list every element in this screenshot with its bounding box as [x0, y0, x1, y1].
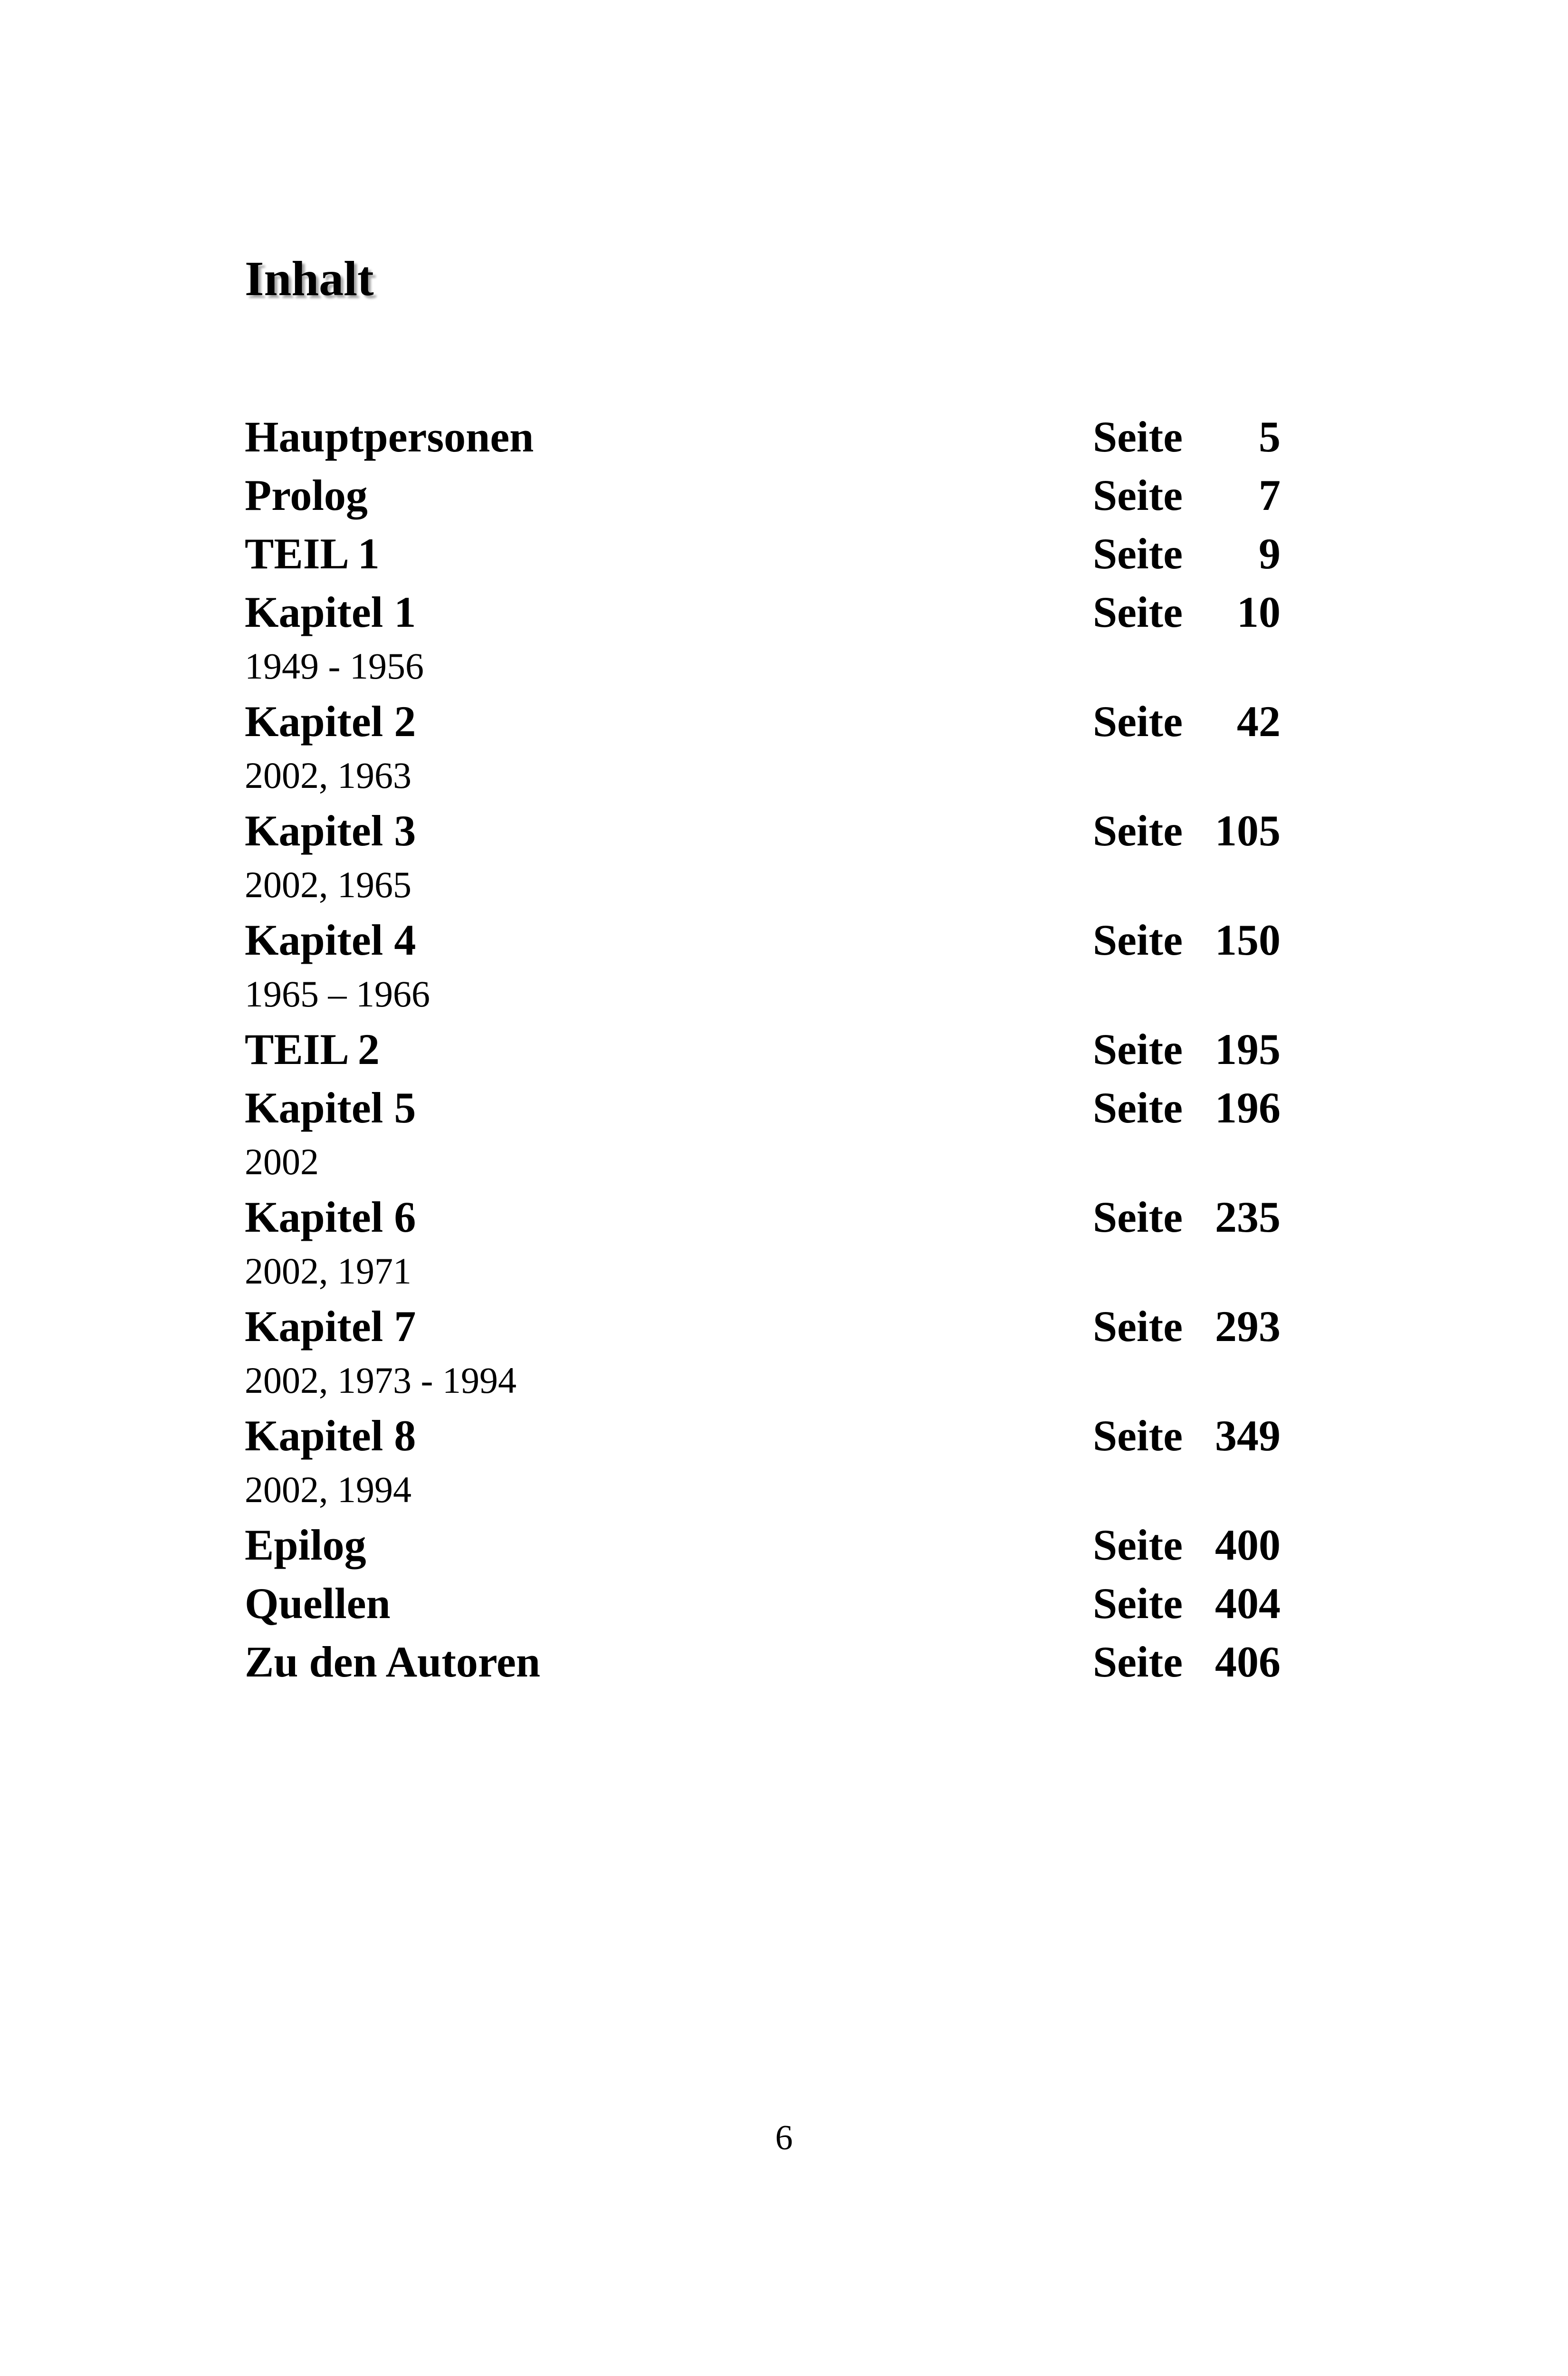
toc-entry-seite-label: Seite: [1093, 1521, 1183, 1569]
toc-entry-line: [245, 583, 1281, 640]
toc-entry-page-number: 406: [1215, 1638, 1281, 1686]
toc-entry-subtitle: 2002, 1963: [245, 755, 411, 796]
toc-entry: [245, 1079, 1281, 1188]
toc-entry-seite-label: Seite: [1093, 1579, 1183, 1628]
toc-entry: [245, 802, 1281, 911]
toc-entry-line: [245, 1079, 1281, 1136]
toc-entry-subtitle: 2002, 1973 - 1994: [245, 1360, 516, 1401]
toc-entry-seite-label: Seite: [1093, 471, 1183, 519]
toc-entry: [245, 1516, 1281, 1574]
toc-entry-seite-label: Seite: [1093, 916, 1183, 964]
toc-entry-line: [245, 1297, 1281, 1354]
toc-entry: [245, 525, 1281, 583]
toc-entry: [245, 1633, 1281, 1691]
toc-entry-title: Epilog: [245, 1521, 366, 1569]
toc-entry: [245, 911, 1281, 1020]
toc-entry-title: Kapitel 4: [245, 916, 416, 964]
toc-entry-title: Hauptpersonen: [245, 412, 534, 461]
toc-entry: [245, 1297, 1281, 1407]
toc-entry-seite-label: Seite: [1093, 1025, 1183, 1073]
toc-entry-seite-label: Seite: [1093, 1083, 1183, 1132]
toc-entry-line: [245, 1407, 1281, 1464]
toc-entry-seite-label: Seite: [1093, 588, 1183, 636]
toc-entry-page-number: 9: [1259, 529, 1281, 578]
toc-entry-line: [245, 466, 1281, 525]
toc-entry: [245, 1020, 1281, 1079]
toc-entry-line: [245, 408, 1281, 466]
toc-entry-title: Kapitel 8: [245, 1411, 416, 1460]
toc-entry: [245, 692, 1281, 802]
toc-entry-line: [245, 1516, 1281, 1574]
toc-entry-title: Quellen: [245, 1579, 391, 1628]
toc-entry-seite-label: Seite: [1093, 697, 1183, 746]
toc-entry-title: Zu den Autoren: [245, 1638, 541, 1686]
toc-entry-line: [245, 1020, 1281, 1079]
toc-entry-line: [245, 802, 1281, 859]
toc-entry: [245, 1574, 1281, 1633]
toc-entry-seite-label: Seite: [1093, 1193, 1183, 1241]
toc-entry-subtitle: 2002, 1965: [245, 864, 411, 905]
toc-entry-page-number: 349: [1215, 1411, 1281, 1460]
toc-entry-page-number: 42: [1237, 697, 1281, 746]
toc-entry-seite-label: Seite: [1093, 806, 1183, 855]
toc-entry-page-number: 195: [1215, 1025, 1281, 1073]
toc-entry-line: [245, 1188, 1281, 1245]
toc-entry-page-number: 5: [1259, 412, 1281, 461]
toc-entry-subtitle: 1965 – 1966: [245, 973, 430, 1015]
toc-entry-page-number: 400: [1215, 1521, 1281, 1569]
toc-entry-title: TEIL 1: [245, 529, 380, 578]
toc-entry: [245, 466, 1281, 525]
toc-entry-page-number: 10: [1237, 588, 1281, 636]
toc-entry-page-number: 196: [1215, 1083, 1281, 1132]
toc-entry-page-number: 105: [1215, 806, 1281, 855]
toc-entry-seite-label: Seite: [1093, 529, 1183, 578]
toc-entry-seite-label: Seite: [1093, 1302, 1183, 1351]
toc-entry-page-number: 293: [1215, 1302, 1281, 1351]
page-title: Inhalt: [245, 251, 374, 306]
toc-entry-subtitle: 2002: [245, 1141, 319, 1182]
toc-entry-title: Kapitel 3: [245, 806, 416, 855]
toc-entry-subtitle: 2002, 1971: [245, 1250, 411, 1292]
toc-entry-subtitle: 1949 - 1956: [245, 645, 424, 687]
toc-entry-page-number: 235: [1215, 1193, 1281, 1241]
toc-entry-title: Kapitel 6: [245, 1193, 416, 1241]
toc-entry: [245, 583, 1281, 692]
toc-entry: [245, 408, 1281, 466]
toc-entry-line: [245, 911, 1281, 968]
toc-entry-page-number: 7: [1259, 471, 1281, 519]
toc-entry-title: Kapitel 1: [245, 588, 416, 636]
toc-entry-title: Kapitel 2: [245, 697, 416, 746]
toc-entry-page-number: 404: [1215, 1579, 1281, 1628]
toc-entry-seite-label: Seite: [1093, 1638, 1183, 1686]
toc-entry-subtitle: 2002, 1994: [245, 1469, 411, 1510]
toc-entry-title: TEIL 2: [245, 1025, 380, 1073]
toc-entry-line: [245, 1574, 1281, 1633]
toc-entry-line: [245, 525, 1281, 583]
toc-entry: [245, 1188, 1281, 1297]
toc-entry-title: Kapitel 5: [245, 1083, 416, 1132]
toc-entry-seite-label: Seite: [1093, 1411, 1183, 1460]
toc-entry-line: [245, 692, 1281, 749]
page-number: 6: [775, 2118, 793, 2157]
toc-entry-seite-label: Seite: [1093, 412, 1183, 461]
toc-entry-page-number: 150: [1215, 916, 1281, 964]
table-of-contents: [245, 408, 1281, 1691]
toc-entry-line: [245, 1633, 1281, 1691]
toc-entry-title: Kapitel 7: [245, 1302, 416, 1351]
toc-entry-title: Prolog: [245, 471, 368, 519]
toc-entry: [245, 1407, 1281, 1516]
